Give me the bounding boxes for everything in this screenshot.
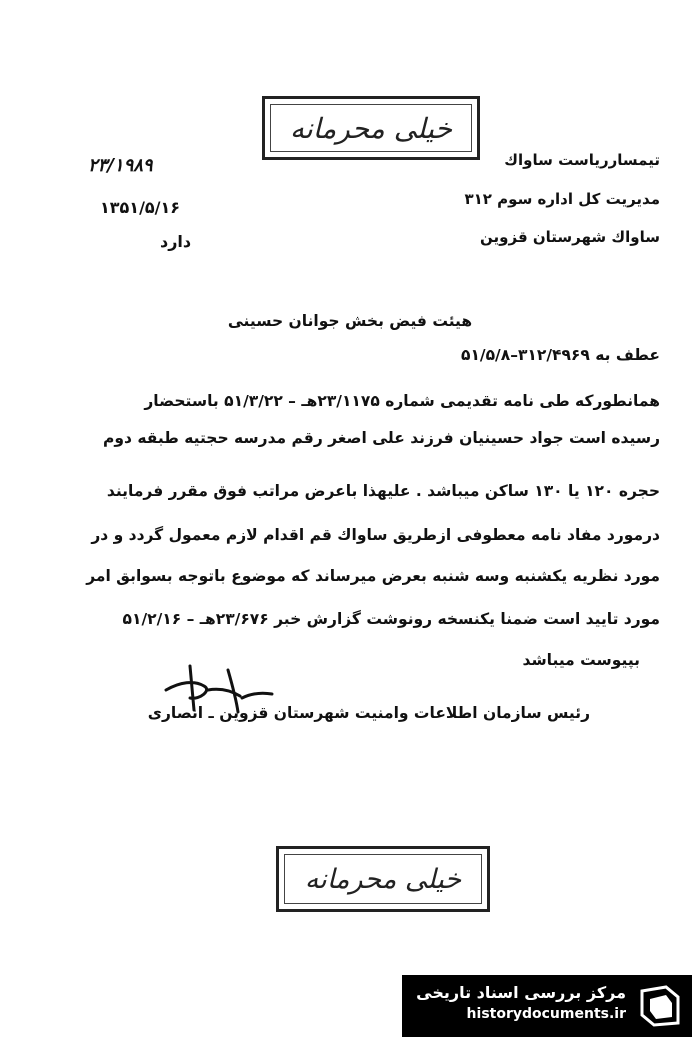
- archive-url: historydocuments.ir: [466, 1006, 626, 1022]
- branch-line: ساواك شهرستان قزوین: [480, 228, 660, 246]
- stamp-text: خیلی محرمانه: [304, 863, 462, 895]
- body-line: مورد تایید است ضمنا یکنسخه رونوشت گزارش خبر ۲۳/۶۷۶هـ – ۵۱/۲/۱۶: [122, 610, 660, 628]
- body-line: بپیوست میباشد: [522, 651, 640, 669]
- confidential-stamp-bottom: [276, 846, 490, 912]
- body-line: درمورد مفاد نامه معطوفی ازطریق ساواك قم اقدام لازم معمول گردد و در: [91, 526, 660, 544]
- body-line: همانطورکه طی نامه تقدیمی شماره ۲۳/۱۱۷۵هـ – ۵۱/۳/۲۲ باستحضار: [144, 392, 660, 410]
- reference-line: عطف به ۳۱۲/۴۹۶۹–۵۱/۵/۸: [461, 346, 660, 364]
- recipient-line: تیمسارریاست ساواك: [504, 151, 660, 169]
- body-line: مورد نظریه یکشنبه وسه شنبه بعرض میرساند که موضوع باتوجه بسوابق امر: [86, 567, 660, 585]
- archive-name: مرکز بررسی اسناد تاریخی: [416, 983, 626, 1002]
- department-line: مدیریت کل اداره سوم ۳۱۲: [464, 190, 660, 208]
- archive-watermark: [402, 975, 692, 1037]
- letter-number: ۲۳/۱۹۸۹: [88, 155, 153, 176]
- letter-date: ۱۳۵۱/۵/۱۶: [100, 198, 181, 217]
- stamp-text: خیلی محرمانه: [289, 111, 453, 145]
- attachment-label: دارد: [160, 232, 192, 251]
- subject-line: هیئت فیض بخش جوانان حسینی: [227, 312, 473, 330]
- signatory-line: رئیس سازمان اطلاعات وامنیت شهرستان قزوین ـ انصاری: [147, 704, 590, 722]
- body-line: رسیده است جواد حسینیان فرزند علی اصغر رقم مدرسه حجتیه طبقه دوم: [103, 429, 660, 447]
- body-line: حجره ۱۲۰ یا ۱۳۰ ساکن میباشد . علیهذا باعرض مراتب فوق مقرر فرمایند: [106, 482, 660, 500]
- confidential-stamp-top: [262, 96, 480, 160]
- archive-logo-icon: [636, 983, 684, 1029]
